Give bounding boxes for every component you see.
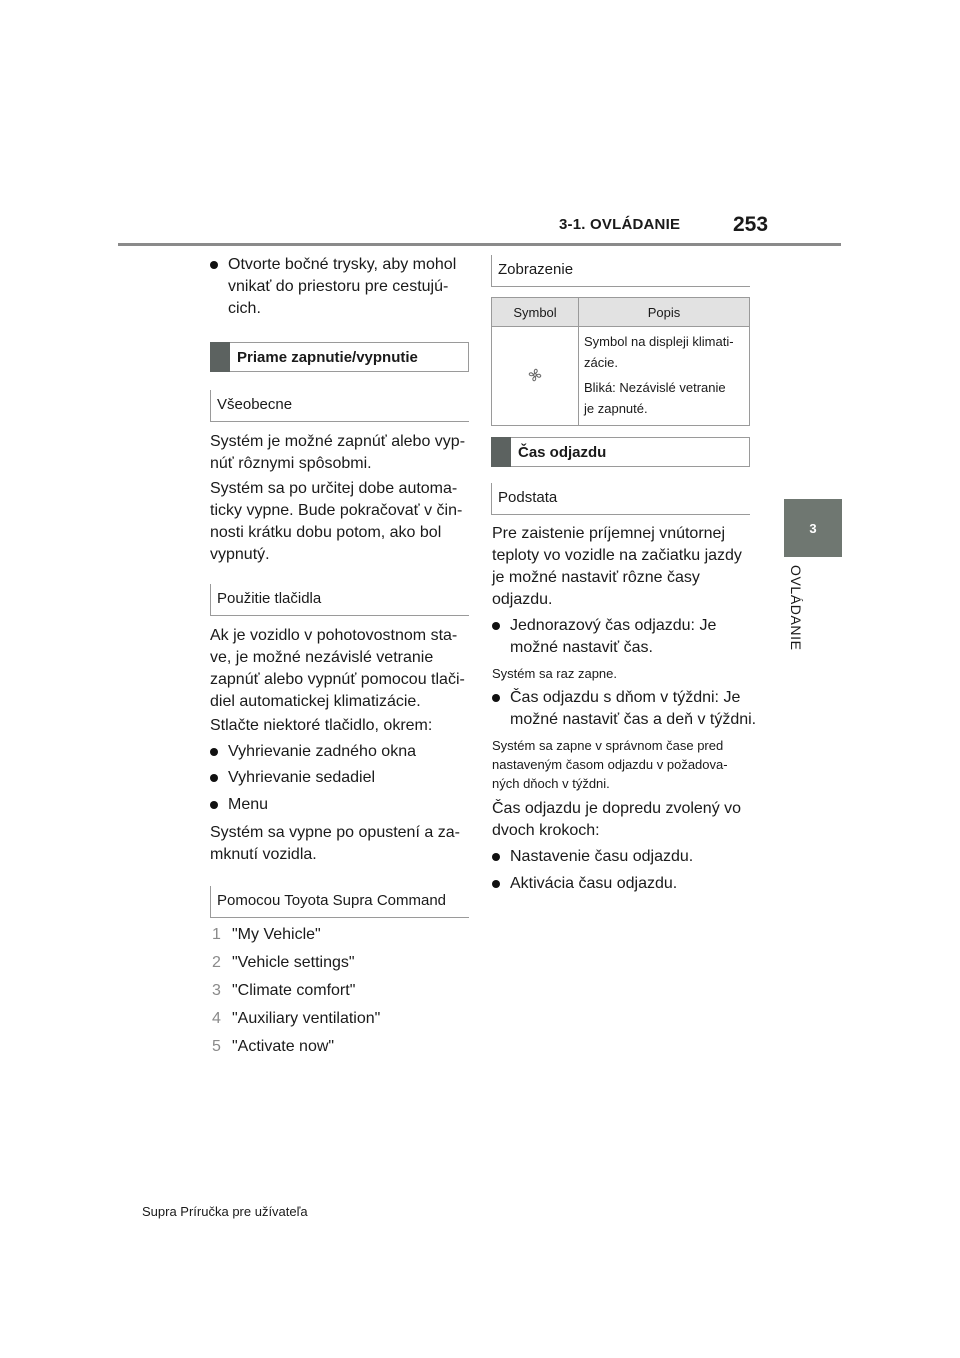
header-divider xyxy=(118,243,841,246)
footer-text: Supra Príručka pre užívateľa xyxy=(142,1204,308,1219)
step-item: 4 "Auxiliary ventilation" xyxy=(212,1010,381,1027)
chapter-tab[interactable] xyxy=(784,499,842,557)
subheading-command: Pomocou Toyota Supra Command xyxy=(210,886,469,918)
bullet-dot xyxy=(210,261,218,269)
table-header-symbol: Symbol xyxy=(492,298,579,327)
bullet-item: Aktivácia času odjazdu. xyxy=(492,873,677,895)
bullet-item: Jednorazový čas odjazdu: Je možné nastaviť čas. xyxy=(492,615,716,659)
note: Systém sa zapne v správnom čase pred nastaveným časom odjazdu v požadova- ných dňoch v týždni. xyxy=(492,738,728,791)
paragraph: Čas odjazdu je dopredu zvolený vo dvoch krokoch: xyxy=(492,800,742,839)
step-item: 5 "Activate now" xyxy=(212,1038,335,1055)
section-title: 3-1. OVLÁDANIE xyxy=(559,216,681,233)
section-heading: Čas odjazdu xyxy=(491,437,750,467)
subheading-button: Použitie tlačidla xyxy=(210,584,469,616)
step-item: 2 "Vehicle settings" xyxy=(212,954,355,971)
table-row: Symbol na displeji klimati- zácie. Bliká: Nezávislé vetranie je zapnuté. xyxy=(492,327,750,426)
bullet-item: Menu xyxy=(210,794,268,816)
paragraph: Systém sa vypne po opustení a za- mknutí vozidla. xyxy=(210,824,460,863)
fan-icon xyxy=(527,367,543,383)
section-heading: Priame zapnutie/vypnutie xyxy=(210,342,469,372)
subheading-display: Zobrazenie xyxy=(491,255,750,287)
table-header-description: Popis xyxy=(579,298,750,327)
paragraph: Stlačte niektoré tlačidlo, okrem: xyxy=(210,717,433,734)
subheading-principle: Podstata xyxy=(491,483,750,515)
bullet-item: Nastavenie času odjazdu. xyxy=(492,846,693,868)
subheading-general: Všeobecne xyxy=(210,390,469,422)
paragraph: Systém sa po určitej dobe automa- ticky vypne. Bude pokračovať v čin- nosti krátku dobu potom, ako bol vypnutý. xyxy=(210,480,463,563)
paragraph: Systém je možné zapnúť alebo vyp- núť rôznymi spôsobmi. xyxy=(210,433,466,472)
bullet-item: Otvorte bočné trysky, aby mohol vnikať do priestoru pre cestujú- cich. xyxy=(210,254,456,320)
bullet-item: Vyhrievanie zadného okna xyxy=(210,741,416,763)
bullet-item: Čas odjazdu s dňom v týždni: Je možné nastaviť čas a deň v týždni. xyxy=(492,687,756,731)
chapter-number: 3 xyxy=(809,520,817,536)
note: Systém sa raz zapne. xyxy=(492,666,617,681)
bullet-item: Vyhrievanie sedadiel xyxy=(210,767,375,789)
table-cell-text: Symbol na displeji klimati- xyxy=(584,334,734,349)
chapter-label: OVLÁDANIE xyxy=(788,565,804,651)
paragraph: Pre zaistenie príjemnej vnútornej teploty vo vozidle na začiatku jazdy je možné nastaviť rôzne časy odjazdu. xyxy=(492,525,742,608)
page-number: 253 xyxy=(733,213,769,236)
step-item: 1 "My Vehicle" xyxy=(212,926,321,943)
paragraph: Ak je vozidlo v pohotovostnom sta- ve, je možné nezávislé vetranie zapnúť alebo vypnúť pomocou tlači- diel automatickej klimatizácie. xyxy=(210,627,465,710)
step-item: 3 "Climate comfort" xyxy=(212,982,356,999)
symbol-table xyxy=(491,297,750,426)
